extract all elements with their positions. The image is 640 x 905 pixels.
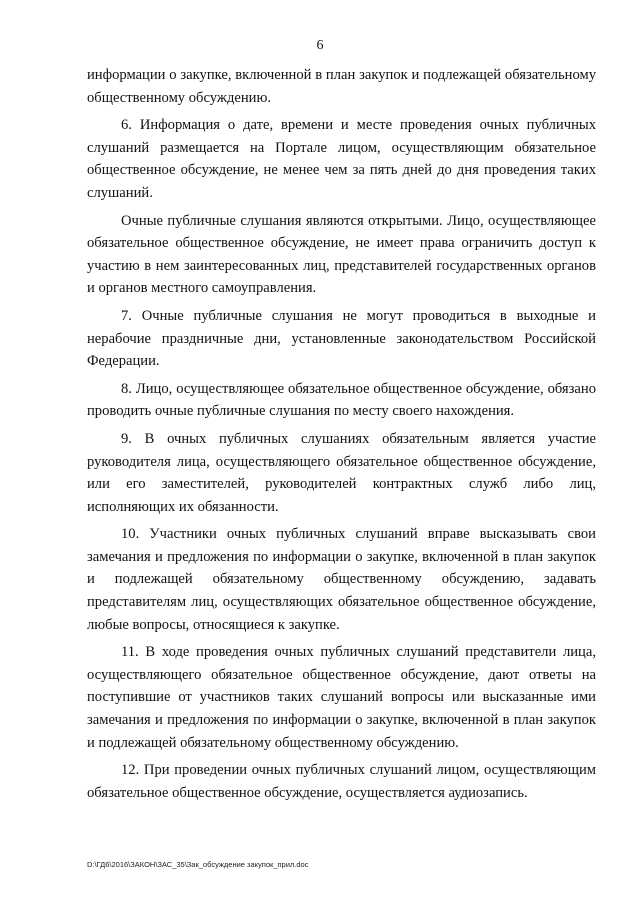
file-path-footer: D:\ГД6\2016\ЗАКОН\ЗАС_35\Зак_обсуждение закупок_прил.doc xyxy=(87,860,309,869)
paragraph-11: 11. В ходе проведения очных публичных слушаний представители лица, осуществляющего обязательное общественное обсуждение, дают ответы на поступившие от участников таких слушаний вопросы или высказанные ими замечания и предложения по информации о закупке, включенной в план закупок и подлежащей обязательному общественному обсуждению. xyxy=(87,644,596,751)
paragraph-6-open-hearings: Очные публичные слушания являются открытыми. Лицо, осуществляющее обязательное общественное обсуждение, не имеет права ограничить доступ к участию в нем заинтересованных лиц, представителей государственных органов и органов местного самоуправления. xyxy=(87,212,596,297)
paragraph-10: 10. Участники очных публичных слушаний вправе высказывать свои замечания и предложения по информации о закупке, включенной в план закупок и подлежащей обязательному общественному обсуждению, задавать представителям лиц, осуществляющих обязательное общественное обсуждение, любые вопросы, относящиеся к закупке. xyxy=(87,526,596,633)
document-body xyxy=(87,64,596,809)
paragraph-6: 6. Информация о дате, времени и месте проведения очных публичных слушаний размещается на Портале лицом, осуществляющим обязательное общественное обсуждение, не менее чем за пять дней до дня проведения таких слушаний. xyxy=(87,117,596,201)
paragraph-12: 12. При проведении очных публичных слушаний лицом, осуществляющим обязательное общественное обсуждение, осуществляется аудиозапись. xyxy=(87,762,596,801)
paragraph-7: 7. Очные публичные слушания не могут проводиться в выходные и нерабочие праздничные дни, установленные законодательством Российской Федерации. xyxy=(87,307,596,370)
paragraph-8: 8. Лицо, осуществляющее обязательное общественное обсуждение, обязано проводить очные публичные слушания по месту своего нахождения. xyxy=(87,380,596,420)
paragraph-9: 9. В очных публичных слушаниях обязательным является участие руководителя лица, осуществляющего обязательное общественное обсуждение, или его заместителей, руководителей контрактных служб либо лиц, исполняющих их обязанности. xyxy=(87,430,596,515)
paragraph-continuation: информации о закупке, включенной в план закупок и подлежащей обязательному общественному обсуждению. xyxy=(87,67,596,106)
page-number: 6 xyxy=(316,38,324,53)
